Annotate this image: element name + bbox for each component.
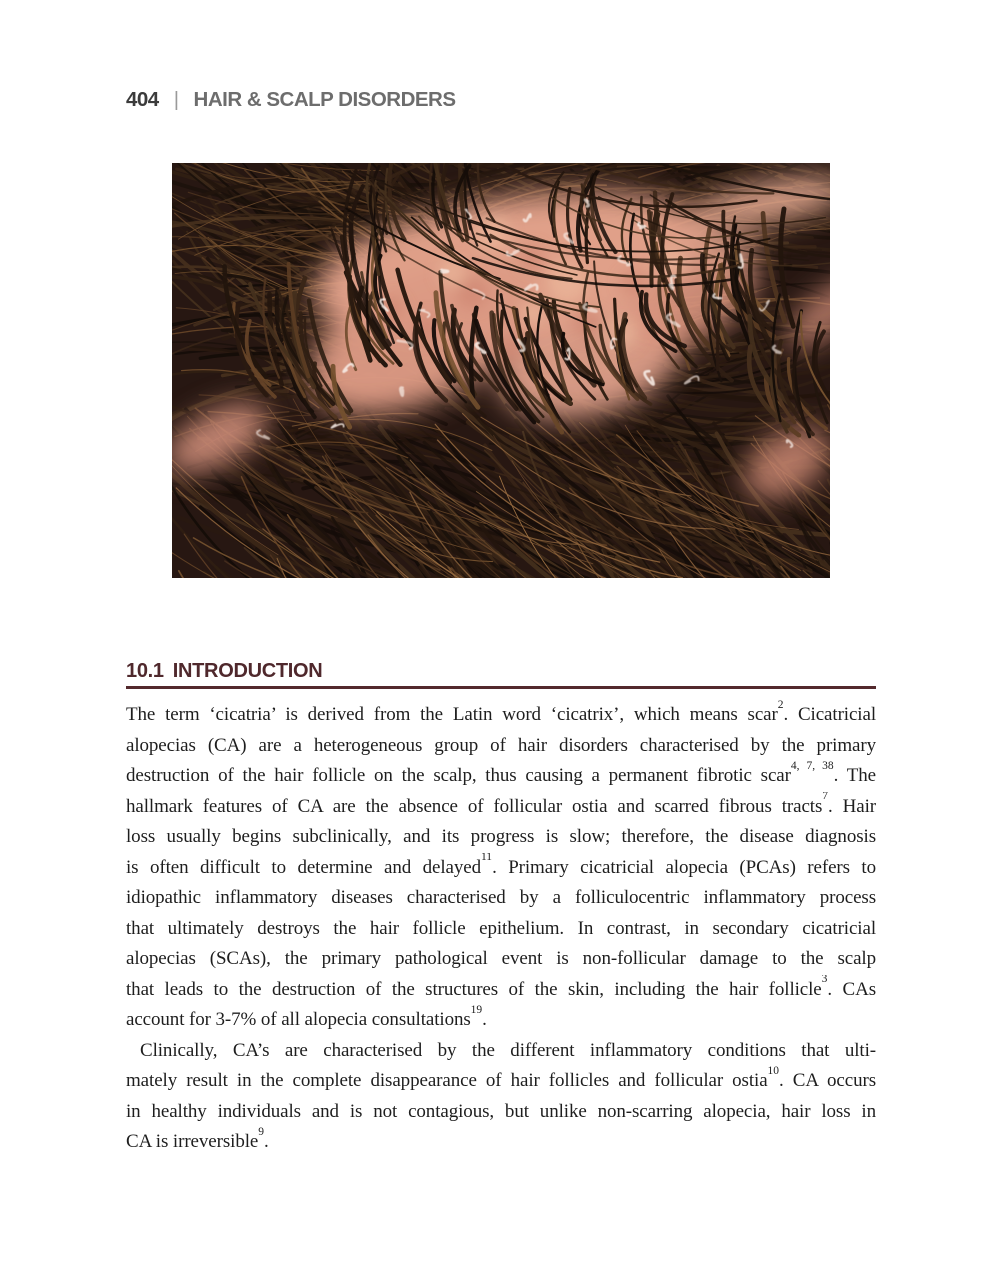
text-line: Clinically, CA’s are characterised by the different inflammatory conditions that ulti-	[140, 1039, 876, 1061]
scalp-illustration	[172, 163, 830, 578]
text-line: destruction of the hair follicle on the scalp, thus causing a permanent fibrotic scar$^{4, 7, 38}$. The	[126, 761, 876, 786]
section-number: 10.1	[126, 660, 164, 682]
page-header	[126, 88, 456, 112]
text-line: that leads to the destruction of the structures of the skin, including the hair follicle$^3$. CAs	[126, 974, 876, 1000]
section-title: INTRODUCTION	[172, 660, 323, 682]
text-line: loss usually begins subclinically, and its progress is slow; therefore, the disease diagnosis	[126, 826, 876, 847]
paragraph	[126, 700, 876, 1036]
text-line: hallmark features of CA are the absence of follicular ostia and scarred fibrous tracts$^7$. Hair	[126, 791, 876, 817]
citation-superscript: 7	[822, 791, 828, 802]
text-line: The term ‘cicatria’ is derived from the Latin word ‘cicatrix’, which means scar$^2$. Cicatricial	[126, 700, 876, 725]
page-number: 404	[126, 88, 159, 111]
section-heading	[126, 660, 322, 683]
text-line: CA is irreversible$^9$.	[126, 1127, 269, 1152]
citation-superscript: 11	[480, 852, 493, 863]
text-line: idiopathic inflammatory diseases characterised by a folliculocentric inflammatory process	[126, 887, 876, 908]
text-line: alopecias (SCAs), the primary pathological event is non-follicular damage to the scalp	[126, 948, 876, 969]
text-line: mately result in the complete disappearance of hair follicles and follicular ostia$^{10}$. CA occurs	[126, 1066, 876, 1091]
scalp-figure	[172, 163, 830, 578]
citation-superscript: 9	[258, 1127, 264, 1138]
citation-superscript: 4, 7, 38	[790, 761, 834, 772]
text-line: in healthy individuals and is not contagious, but unlike non-scarring alopecia, hair loss in	[126, 1100, 876, 1122]
citation-superscript: 19	[470, 1005, 483, 1016]
running-title: HAIR & SCALP DISORDERS	[193, 88, 456, 111]
text-line: account for 3-7% of all alopecia consultations$^{19}$.	[126, 1005, 487, 1030]
text-line: alopecias (CA) are a heterogeneous group of hair disorders characterised by the primary	[126, 734, 876, 756]
paragraph	[126, 1036, 876, 1158]
citation-superscript: 2	[777, 700, 784, 711]
text-line: that ultimately destroys the hair follicle epithelium. In contrast, in secondary cicatricial	[126, 917, 876, 939]
body-text	[126, 700, 876, 1158]
citation-superscript: 10	[767, 1066, 780, 1077]
citation-superscript: 3	[821, 974, 828, 985]
text-line: is often difficult to determine and delayed$^{11}$. Primary cicatricial alopecia (PCAs) refers to	[126, 852, 876, 878]
section-rule	[126, 686, 876, 689]
header-separator: |	[173, 88, 179, 111]
